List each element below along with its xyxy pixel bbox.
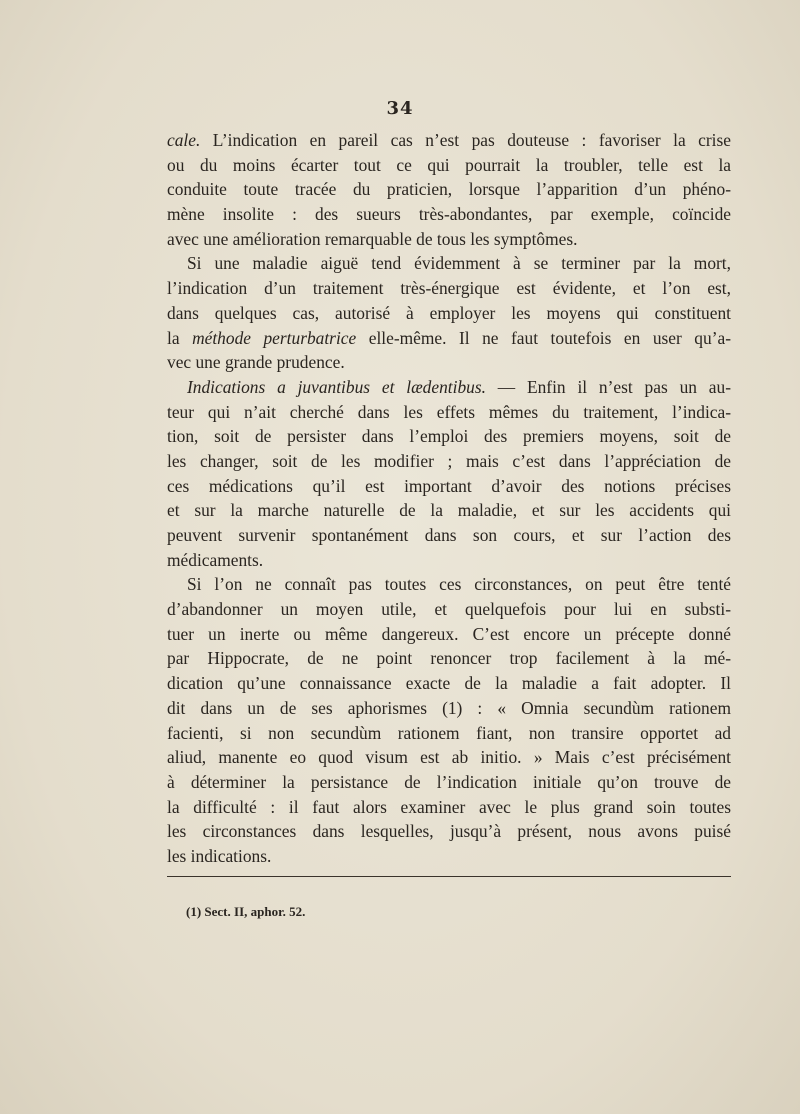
text-run: dication qu’une connaissance exacte de la maladie a fait adopter. Il xyxy=(167,673,731,694)
italic-text: méthode perturbatrice xyxy=(192,327,357,348)
text-line xyxy=(167,770,731,795)
text-run: L’indication en pareil cas n’est pas douteuse : favoriser la crise xyxy=(200,130,731,150)
text-run: aliud, manente eo quod visum est ab initio. » Mais c’est précisément xyxy=(167,747,731,768)
text-line xyxy=(167,548,731,573)
text-run: par Hippocrate, de ne point renoncer trop facilement à la mé- xyxy=(167,648,731,669)
text-run: ou du moins écarter tout ce qui pourrait la troubler, telle est la xyxy=(167,154,731,175)
text-run: Si une maladie aiguë tend évidemment à se terminer par la mort, xyxy=(187,253,731,274)
text-line xyxy=(167,424,731,449)
text-run: d’abandonner un moyen utile, et quelquefois pour lui en substi- xyxy=(167,599,731,620)
text-line xyxy=(167,795,731,820)
italic-text: Indications a juvantibus et lædentibus. xyxy=(187,376,486,397)
text-line xyxy=(167,251,731,276)
text-line xyxy=(167,128,731,153)
text-run: elle-même. Il ne faut toutefois en user qu’a- xyxy=(356,327,731,348)
text-line xyxy=(167,202,731,227)
text-line xyxy=(167,597,731,622)
text-line xyxy=(167,449,731,474)
footnote: (1) Sect. II, aphor. 52. xyxy=(186,904,306,919)
text-line xyxy=(167,375,731,400)
text-run: conduite toute tracée du praticien, lorsque l’apparition d’un phéno- xyxy=(167,179,731,200)
text-line xyxy=(167,350,731,375)
text-run: les indications. xyxy=(167,845,272,866)
text-run: la difficulté : il faut alors examiner avec le plus grand soin toutes xyxy=(167,796,731,817)
page-number: 34 xyxy=(386,98,414,119)
text-run: tion, soit de persister dans l’emploi des premiers moyens, soit de xyxy=(167,426,731,447)
text-run: avec une amélioration remarquable de tous les symptômes. xyxy=(167,228,578,249)
text-line xyxy=(167,153,731,178)
text-line xyxy=(167,844,731,869)
text-line xyxy=(167,745,731,770)
text-run: et sur la marche naturelle de la maladie, et sur les accidents qui xyxy=(167,500,731,521)
text-run: à déterminer la persistance de l’indication initiale qu’on trouve de xyxy=(167,771,731,792)
text-run: teur qui n’ait cherché dans les effets mêmes du traitement, l’indica- xyxy=(167,401,731,422)
text-run: vec une grande prudence. xyxy=(167,352,345,373)
text-run: les circonstances dans lesquelles, jusqu’à présent, nous avons puisé xyxy=(167,821,731,842)
text-run: dans quelques cas, autorisé à employer les moyens qui constituent xyxy=(167,302,731,323)
text-line xyxy=(167,474,731,499)
text-run: l’indication d’un traitement très-énergique est évidente, et l’on est, xyxy=(167,278,731,299)
italic-text: cale. xyxy=(167,130,201,150)
text-line xyxy=(167,523,731,548)
text-line xyxy=(167,227,731,252)
text-run: tuer un inerte ou même dangereux. C’est encore un précepte donné xyxy=(167,623,731,644)
text-run: mène insolite : des sueurs très-abondantes, par exemple, coïncide xyxy=(167,204,731,225)
text-line xyxy=(167,646,731,671)
text-line xyxy=(167,721,731,746)
text-line xyxy=(167,400,731,425)
body-text xyxy=(167,128,731,869)
footnote-rule xyxy=(167,876,731,877)
text-line xyxy=(167,301,731,326)
text-line xyxy=(167,572,731,597)
text-line xyxy=(167,177,731,202)
text-run: peuvent survenir spontanément dans son cours, et sur l’action des xyxy=(167,525,731,545)
text-run: ces médications qu’il est important d’avoir des notions précises xyxy=(167,475,731,496)
text-run: médicaments. xyxy=(167,549,264,570)
text-run: les changer, soit de les modifier ; mais c’est dans l’appréciation de xyxy=(167,450,731,471)
text-line xyxy=(167,819,731,844)
text-run: la xyxy=(167,327,193,348)
text-run: facienti, si non secundùm rationem fiant, non transire opportet ad xyxy=(167,722,731,743)
text-line xyxy=(167,671,731,696)
text-run: — Enfin il n’est pas un au- xyxy=(485,376,731,397)
text-run: dit dans un de ses aphorismes (1) : « Omnia secundùm rationem xyxy=(167,697,731,718)
text-line xyxy=(167,326,731,351)
text-line xyxy=(167,696,731,721)
text-run: Si l’on ne connaît pas toutes ces circonstances, on peut être tenté xyxy=(187,574,731,595)
text-line xyxy=(167,622,731,647)
text-line xyxy=(167,276,731,301)
text-line xyxy=(167,498,731,523)
